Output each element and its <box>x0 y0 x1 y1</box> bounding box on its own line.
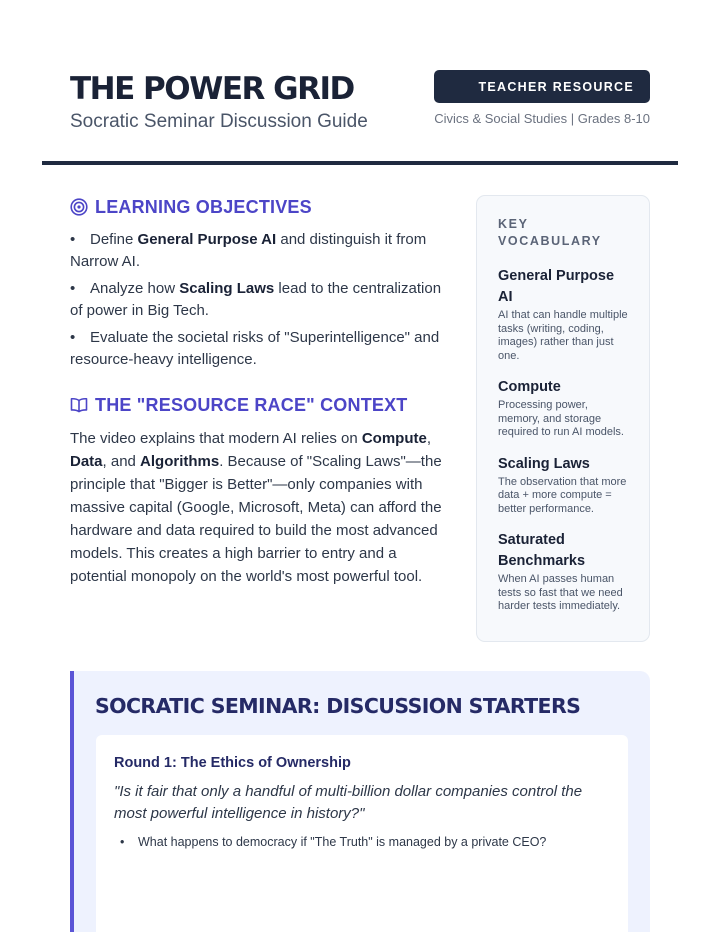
objectives-heading <box>70 196 312 218</box>
context-paragraph: The video explains that modern AI relies on Compute, Data, and Algorithms. Because of "Scaling Laws"—the principle that "Bigger is Better"—only companies with massive capital (Google, Microsoft, Meta) can afford the hardware and data required to build the most advanced models. This creates a high barrier to entry and a potential monopoly on the world's most powerful tool. <box>70 430 442 585</box>
page-subtitle: Socratic Seminar Discussion Guide <box>70 111 368 132</box>
round-quote: "Is it fair that only a handful of multi-billion dollar companies control the most powerful intelligence in history?" <box>114 783 583 822</box>
list-item: • Define General Purpose AI and distinguish it from Narrow AI. <box>70 231 427 270</box>
list-item: • Analyze how Scaling Laws lead to the centralization of power in Big Tech. <box>70 280 442 319</box>
round-points <box>114 833 610 851</box>
open-book-icon <box>70 397 88 413</box>
badge-label: TEACHER RESOURCE <box>478 79 634 94</box>
vocab-definition: Processing power, memory, and storage required to run AI models. <box>498 399 624 438</box>
vocab-entry <box>498 377 629 440</box>
vocab-definition: The observation that more data + more compute = better performance. <box>498 475 627 515</box>
key-vocabulary-card <box>476 195 650 642</box>
round-card <box>96 735 628 932</box>
objectives-list <box>70 229 450 376</box>
vocab-entry <box>498 266 629 363</box>
round-title: Round 1: The Ethics of Ownership <box>114 755 351 771</box>
vocab-definition: AI that can handle multiple tasks (writing, coding, images) rather than just one. <box>498 309 628 362</box>
vocab-term: Compute <box>498 379 561 395</box>
objectives-heading-label: LEARNING OBJECTIVES <box>95 197 312 217</box>
header-divider <box>42 161 678 165</box>
vocab-definition: When AI passes human tests so fast that we need harder tests immediately. <box>498 573 623 612</box>
vocab-title: KEY VOCABULARY <box>498 217 602 248</box>
seminar-title: SOCRATIC SEMINAR: DISCUSSION STARTERS <box>95 694 581 718</box>
page-title: THE POWER GRID <box>70 71 354 107</box>
target-icon <box>70 198 88 216</box>
context-heading <box>70 394 408 416</box>
vocab-entry <box>498 454 629 517</box>
vocab-term: General Purpose AI <box>498 268 615 305</box>
list-item: • What happens to democracy if "The Truth" is managed by a private CEO? <box>120 835 547 849</box>
course-meta: Civics & Social Studies | Grades 8-10 <box>434 111 650 126</box>
list-item: • Evaluate the societal risks of "Superintelligence" and resource-heavy intelligence. <box>70 329 440 368</box>
vocab-term: Saturated Benchmarks <box>498 532 586 569</box>
vocab-entry <box>498 530 629 614</box>
vocab-term: Scaling Laws <box>498 455 590 472</box>
context-heading-label: THE "RESOURCE RACE" CONTEXT <box>95 395 408 415</box>
discussion-starters-panel <box>70 671 650 932</box>
teacher-resource-badge <box>434 70 650 103</box>
